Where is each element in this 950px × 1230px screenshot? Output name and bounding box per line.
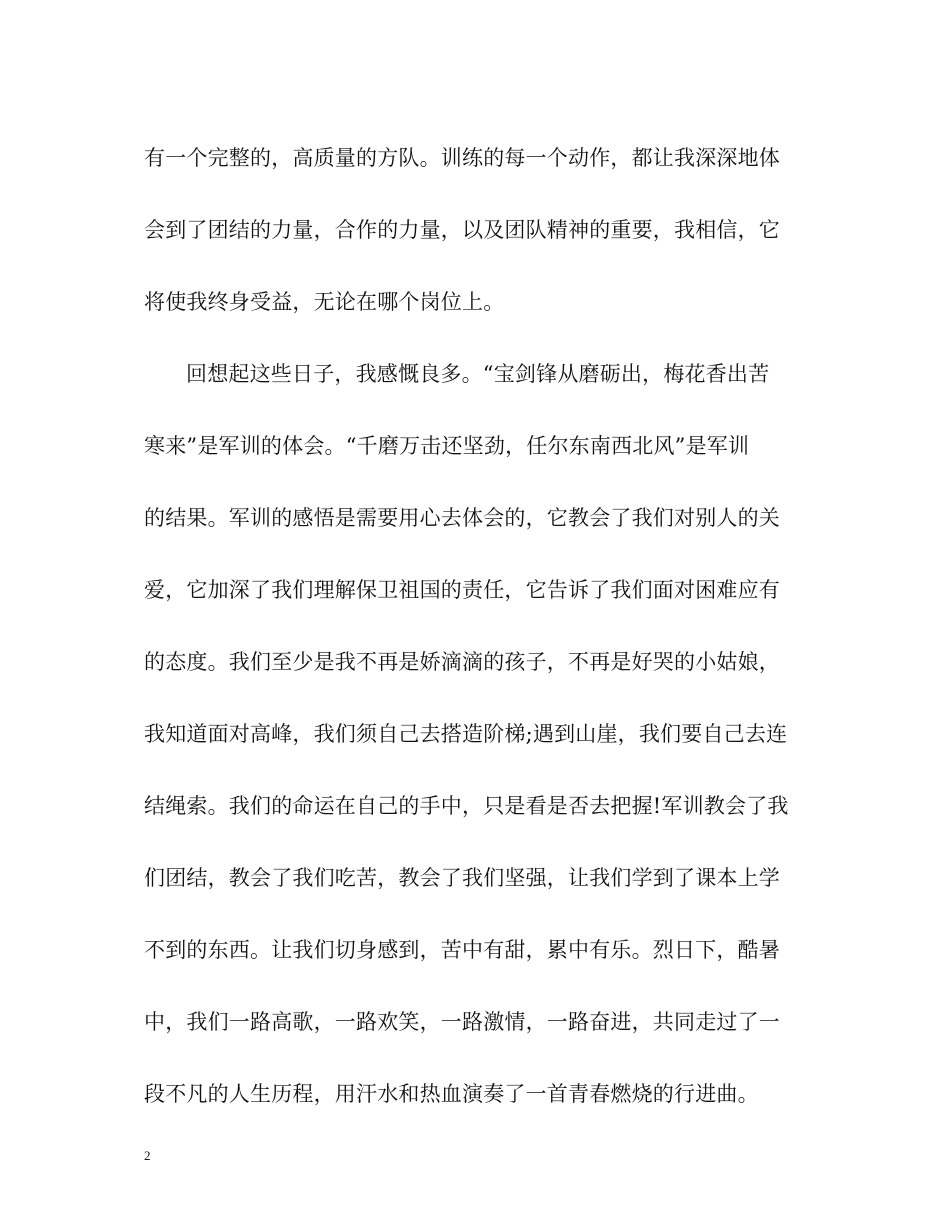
text-line-11: 们团结，教会了我们吃苦，教会了我们坚强，让我们学到了课本上学 xyxy=(144,866,780,890)
text-line-2: 会到了团结的力量，合作的力量，以及团队精神的重要，我相信，它 xyxy=(144,218,780,242)
text-line-6: 的结果。军训的感悟是需要用心去体会的，它教会了我们对别人的关 xyxy=(144,506,780,530)
text-line-7: 爱，它加深了我们理解保卫祖国的责任，它告诉了我们面对困难应有 xyxy=(144,578,780,602)
body-text xyxy=(144,122,809,1130)
text-line-8: 的态度。我们至少是我不再是娇滴滴的孩子，不再是好哭的小姑娘， xyxy=(144,650,780,674)
text-line-10: 结绳索。我们的命运在自己的手中，只是看是否去把握!军训教会了我 xyxy=(144,794,789,818)
page-number: 2 xyxy=(144,1148,151,1163)
text-line-13: 中，我们一路高歌，一路欢笑，一路激情，一路奋进，共同走过了一 xyxy=(144,1010,780,1034)
text-line-1: 有一个完整的，高质量的方队。训练的每一个动作，都让我深深地体 xyxy=(144,146,780,170)
text-line-9: 我知道面对高峰，我们须自己去搭造阶梯;遇到山崖，我们要自己去连 xyxy=(144,722,788,746)
text-line-4: 回想起这些日子，我感慨良多。“宝剑锋从磨砺出，梅花香出苦 xyxy=(186,362,770,386)
text-line-12: 不到的东西。让我们切身感到，苦中有甜，累中有乐。烈日下，酷暑 xyxy=(144,938,780,962)
text-line-14: 段不凡的人生历程，用汗水和热血演奏了一首青春燃烧的行进曲。 xyxy=(144,1082,759,1106)
text-line-3: 将使我终身受益，无论在哪个岗位上。 xyxy=(144,290,505,314)
text-line-5: 寒来”是军训的体会。“千磨万击还坚劲，任尔东南西北风”是军训 xyxy=(144,434,750,458)
